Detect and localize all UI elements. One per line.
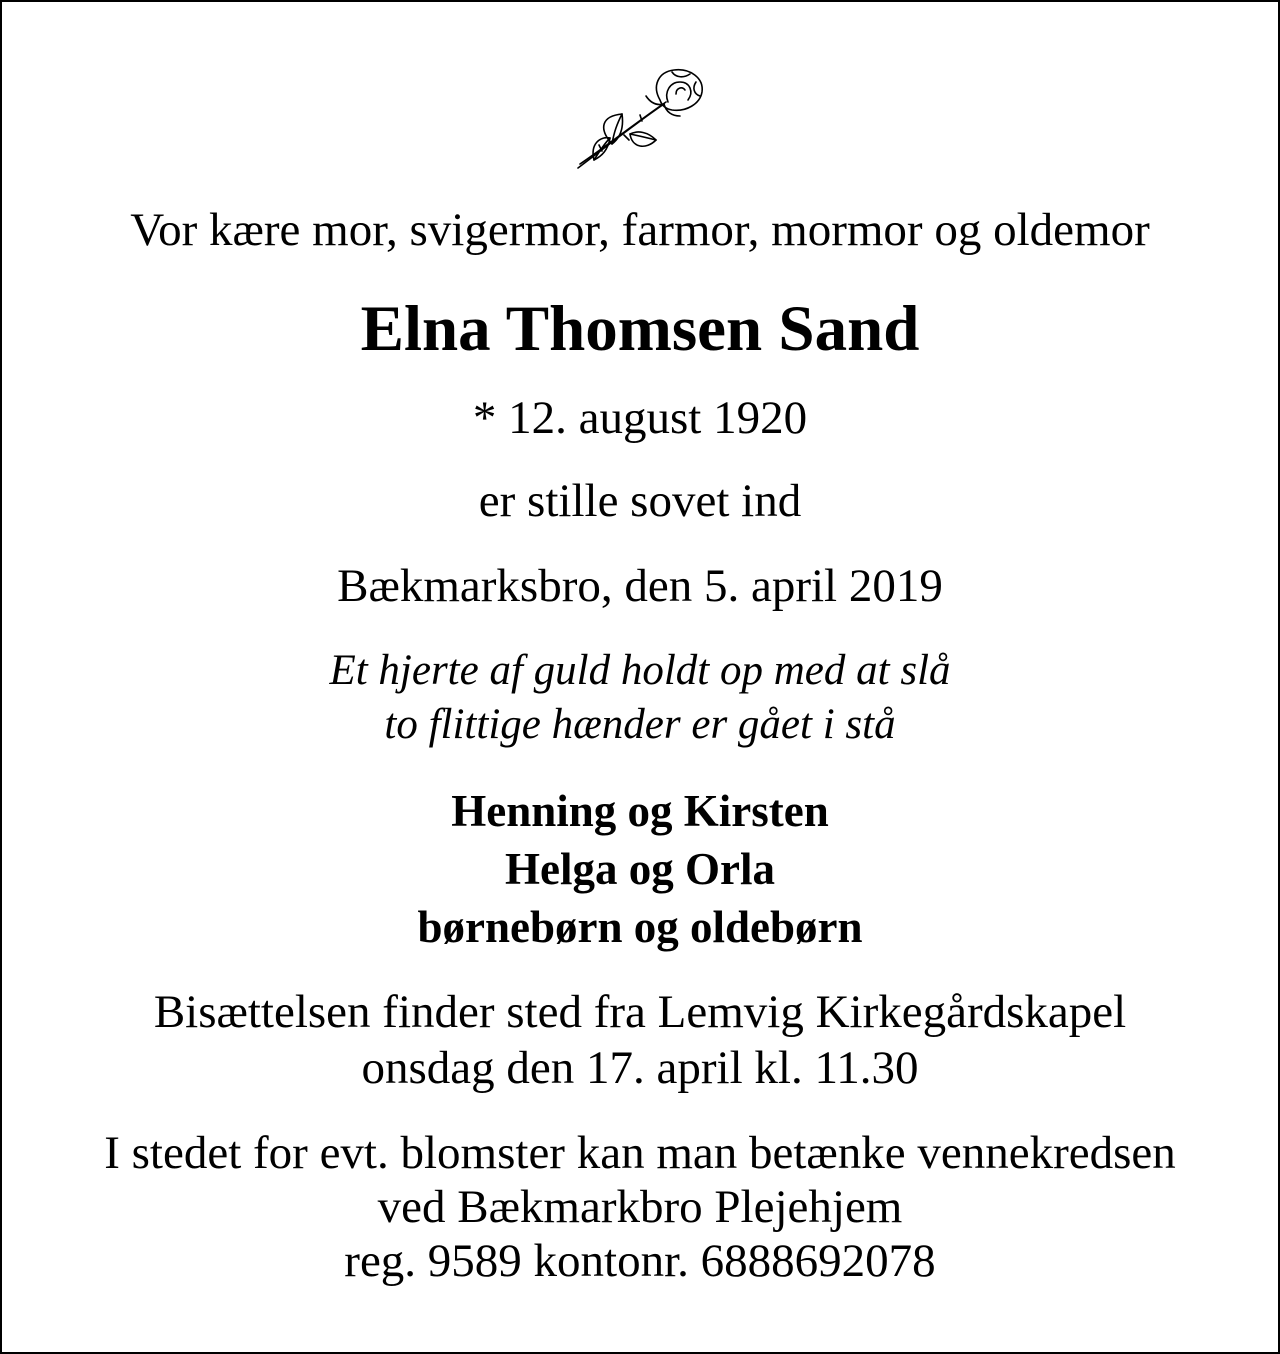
donation-line: ved Bækmarkbro Plejehjem — [377, 1181, 903, 1233]
donation-line: reg. 9589 kontonr. 6888692078 — [344, 1235, 936, 1287]
birth-date: * 12. august 1920 — [472, 392, 808, 444]
family-line: Henning og Kirsten — [451, 786, 829, 836]
place-date-line: Bækmarksbro, den 5. april 2019 — [337, 560, 943, 612]
intro-line: Vor kære mor, svigermor, farmor, mormor og oldemor — [130, 204, 1150, 256]
donation-line: I stedet for evt. blomster kan man betænke vennekredsen — [104, 1127, 1176, 1179]
passing-line: er stille sovet ind — [478, 475, 802, 527]
verse-line: to flittige hænder er gået i stå — [384, 701, 896, 748]
verse-line: Et hjerte af guld holdt op med at slå — [329, 647, 951, 694]
ceremony-line: onsdag den 17. april kl. 11.30 — [361, 1042, 919, 1094]
family-line: Helga og Orla — [505, 844, 775, 894]
deceased-name: Elna Thomsen Sand — [360, 293, 920, 365]
ceremony-line: Bisættelsen finder sted fra Lemvig Kirkegårdskapel — [153, 986, 1127, 1038]
family-line: børnebørn og oldebørn — [417, 902, 863, 952]
rose-icon — [572, 64, 712, 174]
